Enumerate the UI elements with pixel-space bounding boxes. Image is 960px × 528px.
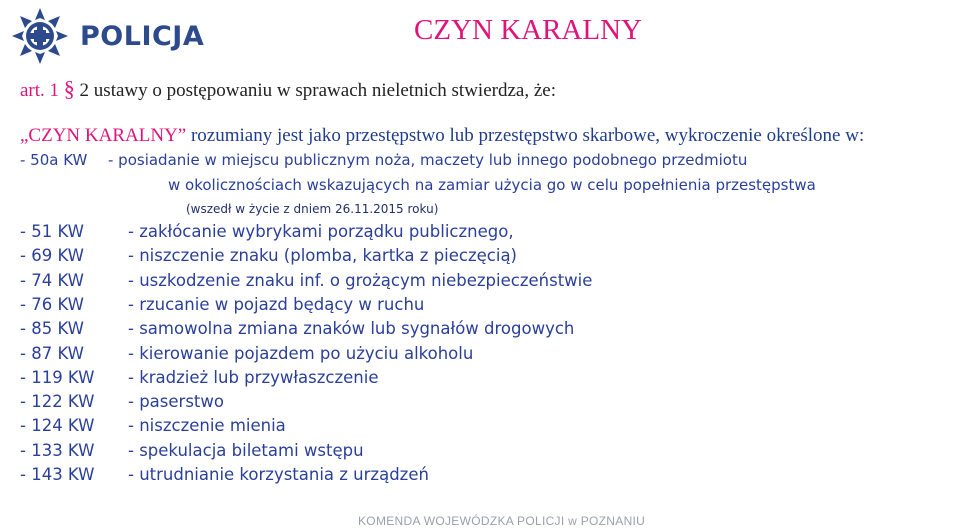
list-item bbox=[20, 344, 920, 366]
offence-description: - niszczenie znaku (plomba, kartka z pieczęcią) bbox=[128, 246, 517, 266]
offence-description: - kierowanie pojazdem po użyciu alkoholu bbox=[128, 343, 474, 363]
offence-code: - 74 KW bbox=[20, 270, 84, 290]
offence-code: - 87 KW bbox=[20, 343, 84, 363]
list-item bbox=[20, 319, 920, 341]
offence-code: - 76 KW bbox=[20, 294, 84, 314]
offence-description: - spekulacja biletami wstępu bbox=[128, 440, 364, 460]
offence-description: - samowolna zmiana znaków lub sygnałów drogowych bbox=[128, 319, 575, 339]
logo-text: POLICJA bbox=[80, 21, 205, 52]
offence-code: - 69 KW bbox=[20, 246, 84, 266]
list-item bbox=[20, 222, 920, 244]
footer: KOMENDA WOJEWÓDZKA POLICJI w POZNANIU bbox=[358, 514, 646, 528]
intro-rest: 2 ustawy o postępowaniu w sprawach nieletnich stwierdza, że: bbox=[79, 80, 556, 101]
list-item bbox=[20, 465, 920, 487]
definition-text: rozumiany jest jako przestępstwo lub przestępstwo skarbowe, wykroczenie określone w: bbox=[190, 125, 865, 146]
offence-code: - 124 KW bbox=[20, 416, 95, 436]
section-symbol: § bbox=[63, 76, 75, 101]
list-item bbox=[20, 246, 920, 268]
offence-code: - 133 KW bbox=[20, 440, 95, 460]
article-ref: art. 1 bbox=[20, 80, 60, 101]
first-desc-cont: w okolicznościach wskazujących na zamiar użycia go w celu popełnienia przestępstwa bbox=[168, 176, 816, 194]
first-code: - 50a KW bbox=[20, 151, 88, 169]
offence-description: - rzucanie w pojazd będący w ruchu bbox=[128, 294, 425, 314]
offence-code: - 51 KW bbox=[20, 222, 84, 241]
police-star-icon bbox=[10, 6, 70, 66]
offence-description: - zakłócanie wybrykami porządku publicznego, bbox=[128, 222, 514, 241]
offence-description: - niszczenie mienia bbox=[128, 416, 286, 436]
offence-description: - utrudnianie korzystania z urządzeń bbox=[128, 465, 429, 484]
list-item bbox=[20, 392, 920, 414]
list-item bbox=[20, 295, 920, 317]
police-logo bbox=[10, 6, 205, 66]
offence-code: - 85 KW bbox=[20, 319, 84, 339]
date-note: (wszedł w życie z dniem 26.11.2015 roku) bbox=[186, 202, 439, 216]
first-desc: - posiadanie w miejscu publicznym noża, maczety lub innego podobnego przedmiotu bbox=[108, 151, 748, 169]
list-item bbox=[20, 416, 920, 438]
list-item bbox=[20, 441, 920, 463]
list-item bbox=[20, 368, 920, 390]
offence-code: - 119 KW bbox=[20, 367, 95, 387]
offence-description: - kradzież lub przywłaszczenie bbox=[128, 367, 379, 387]
offence-code: - 122 KW bbox=[20, 392, 95, 412]
page-title: CZYN KARALNY bbox=[414, 14, 642, 46]
intro-line bbox=[20, 76, 556, 102]
definition-term: „CZYN KARALNY” bbox=[20, 125, 187, 146]
list-item bbox=[20, 271, 920, 293]
offence-description: - paserstwo bbox=[128, 392, 224, 412]
offence-description: - uszkodzenie znaku inf. o grożącym niebezpieczeństwie bbox=[128, 270, 593, 290]
offence-code: - 143 KW bbox=[20, 465, 95, 484]
definition-line bbox=[20, 125, 864, 147]
